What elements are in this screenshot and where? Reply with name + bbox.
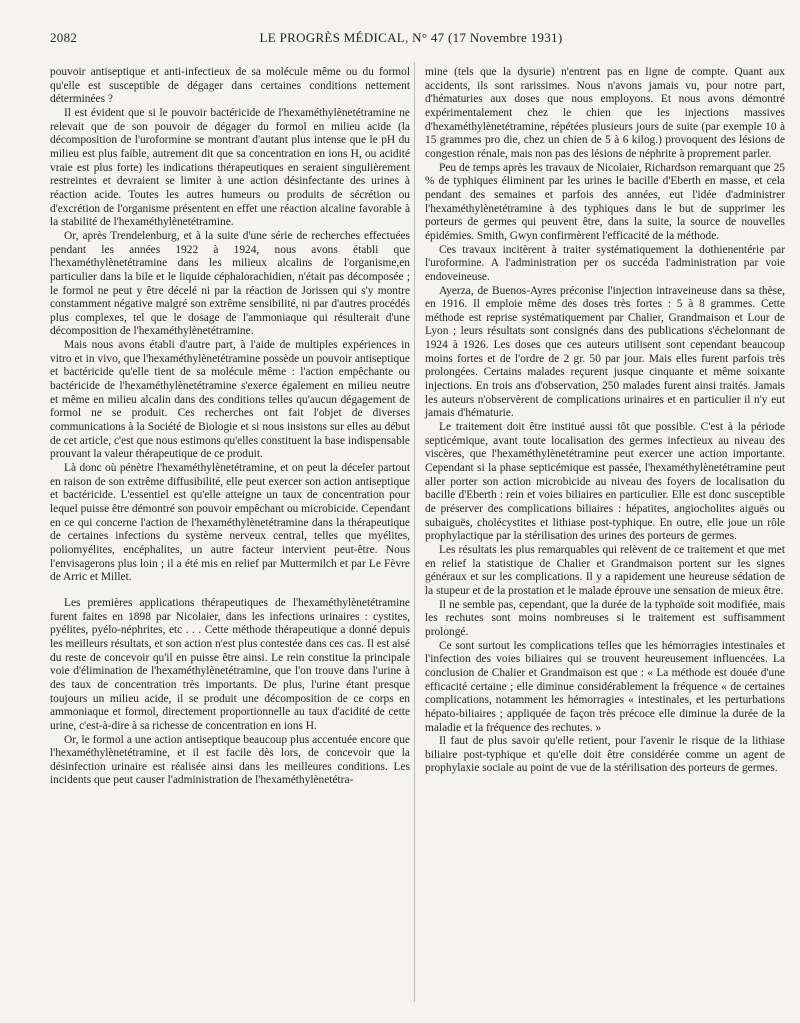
paragraph: Il est évident que si le pouvoir bactéricide de l'hexaméthylènetétramine ne relevait que de son pouvoir de dégager du formol en milieu acide (la décomposition de l'uroformine se montrant d'autant plus intense que le pH du milieu est plus faible, autrement dit que sa concentration en ions H, ou acidité vraie est plus forte) les indications thérapeutiques en seraient singulièrement restreintes et devraient se limiter à une action désinfectante des urines à réaction acide. Toutes les autres humeurs ou produits de sécrétion ou d'excrétion de l'organisme présentent en effet une réaction alcaline favorable à la stabilité de l'hexaméthylènetétramine.	[50, 106, 410, 229]
paragraph: mine (tels que la dysurie) n'entrent pas en ligne de compte. Quant aux accidents, ils sont rarissimes. Nous n'avons jamais vu, pour notre part, d'hématuries aux doses que nous employons. Et nous avons démontré expérimentalement chez le chien que les injections massives d'hexaméthylènetétramine, répétées plusieurs jours de suite (par exemple 10 à 15 grammes pro die, chez un chien de 5 à 6 kilog.) provoquent des lésions de congestion rénale, mais non pas des lésions de néphrite à proprement parler.	[425, 66, 785, 160]
running-title: LE PROGRÈS MÉDICAL, N° 47 (17 Novembre 1931)	[259, 30, 563, 45]
paragraph: Mais nous avons établi d'autre part, à l'aide de multiples expériences in vitro et in vivo, que l'hexaméthylènetétramine possède un pouvoir antiseptique et bactéricide qu'elle tient de sa molécule même : l'action empêchante ou bactéricide de l'hexaméthylènetétramine s'exerce également en milieu neutre et même en milieu alcalin dans des conditions telles qu'aucun dégagement de formol ne se produit. Ces recherches ont fait l'objet de diverses communications à la Société de Biologie et si nous insistons sur elles au début de cet article, c'est que nous estimons qu'elles constituent la base indispensable prouvant la valeur thérapeutique de ce produit.	[50, 339, 410, 461]
running-header	[50, 30, 772, 50]
paragraph: Les résultats les plus remarquables qui relèvent de ce traitement et que met en relief la statistique de Chalier et Grandmaison portent sur les signes généraux et sur les complications. Il y a rapidement une heureuse sédation de la stupeur et de la prostation et le malade éprouve une sensation de mieux être.	[425, 543, 785, 597]
paragraph: Il faut de plus savoir qu'elle retient, pour l'avenir le risque de la lithiase biliaire post-typhique et qu'elle doit être considérée comme un agent de prophylaxie sociale au point de vue de la stérilisation des porteurs de germes.	[425, 735, 785, 775]
paragraph: Ces travaux incitèrent à traiter systématiquement la dothienentérie par l'uroformine. A l'administration per os succéda l'administration par voie endoveineuse.	[425, 243, 785, 283]
paragraph: Le traitement doit être institué aussi tôt que possible. C'est à la période septicémique, avant toute localisation des germes infectieux au niveau des viscères, que l'hexaméthylènetétramine peut exercer une action importante. Cependant si la phase septicémique est passée, l'hexaméthylènetétramine peut aller porter son action microbicide au niveau des foyers de localisation du bacille d'Eberth : rein et voies biliaires en particulier. Elle est donc susceptible de préserver des complications biliaires : hépatites, angiocholites aiguës ou subaiguës, cholécystites et lithiase post-typhique. En outre, elle joue un rôle prophylactique par la stérilisation des urines des porteurs de germes.	[425, 421, 785, 543]
paragraph: Ayerza, de Buenos-Ayres préconise l'injection intraveineuse dans sa thèse, en 1916. Il emploie même des doses très fortes : 5 à 8 grammes. Cette méthode est reprise systématiquement par Chalier, Grandmaison et Lour de Lyon ; leurs résultats sont consignés dans des publications s'échelonnant de 1924 à 1926. Les doses que ces auteurs utilisent sont cependant beaucoup moins fortes et de l'ordre de 2 gr. 50 par jour. Mais elles furent parfois très prolongées. Certains malades reçurent jusque cinquante et même soixante injections. En trois ans d'observation, 250 malades furent ainsi traités. Jamais les auteurs n'observèrent de complications urinaires et en particulier il n'y eut jamais d'hématurie.	[425, 284, 785, 420]
paragraph: Or, après Trendelenburg, et à la suite d'une série de recherches effectuées pendant les années 1922 à 1924, nous avons établi que l'hexaméthylènetétramine dans les milieux alcalins de l'organisme,en particulier dans la bile et le liquide céphalorachidien, n'était pas décomposée ; le formol ne peut y être décelé ni par la réaction de Jorissen qui s'y montre constamment négative malgré son extrême sensibilité, ni par d'autres procédés plus complexes, tel que le dosage de l'ammoniaque qui résulterait d'une décomposition de l'hexaméthylènetétramine.	[50, 229, 410, 338]
right-column	[425, 66, 785, 776]
paragraph: Là donc où pénètre l'hexaméthylènetétramine, et on peut la déceler partout en raison de son extrême diffusibilité, elle peut exercer son action antiseptique et bactéricide. L'essentiel est qu'elle atteigne un taux de concentration pour lequel puisse être démontré son pouvoir empêchant ou microbicide. Cependant en ce qui concerne l'action de l'hexaméthylènetétramine dans la thérapeutique de certaines infections du système nerveux central, telles que myélites, poliomyélites, encéphalites, un autre facteur intervient peut-être. Nous l'envisagerons plus loin ; il a été mis en relief par Muttermilch et par Le Fèvre de Arric et Millet.	[50, 462, 410, 584]
paragraph: Or, le formol a une action antiseptique beaucoup plus accentuée encore que l'hexaméthylènetétramine, et il est facile dès lors, de concevoir que la désinfection urinaire est réalisée ainsi dans les meilleures conditions. Les incidents que peut causer l'administration de l'hexaméthylènetétra-	[50, 733, 410, 787]
paragraph: Peu de temps après les travaux de Nicolaier, Richardson remarquant que 25 % de typhiques éliminent par les urines le bacille d'Eberth en masse, et cela pendant des semaines et parfois des années, eut l'idée d'administrer l'hexaméthylènetétramine à des typhiques dans le but de supprimer les porteurs de germes qui peuvent être, dans la suite, la source de nouvelles épidémies. Smith, Gwyn confirmèrent l'efficacité de la méthode.	[425, 161, 785, 242]
paragraph: Il ne semble pas, cependant, que la durée de la typhoïde soit modifiée, mais les rechutes sont moins nombreuses si le traitement est suffisamment prolongé.	[425, 598, 785, 638]
paragraph: Les premières applications thérapeutiques de l'hexaméthylènetétramine furent faites en 1898 par Nicolaier, dans les infections urinaires : cystites, pyélites, pyélo-néphrites, etc . . . Cette méthode thérapeutique a donné depuis les meilleurs résultats, et son action n'est plus contestée dans ces cas. Il est aisé du reste de concevoir qu'il en puisse être ainsi. Le rein constitue la principale voie d'élimination de l'hexaméthylènetétramine, que l'on trouve dans l'urine à des taux de concentration très importants. De plus, l'urine étant presque toujours un milieu acide, il se produit une décomposition de ce corps en ammoniaque et formol, directement proportionnelle au taux d'acidité de cette urine, c'est-à-dire à sa richesse de concentration en ions H.	[50, 596, 410, 732]
paragraph: Ce sont surtout les complications telles que les hémorragies intestinales et l'infection des voies biliaires qui se trouvent heureusement influencées. La conclusion de Chalier et Grandmaison est que : « La méthode est douée d'une efficacité certaine ; elle diminue considérablement la fréquence « de certaines complications, notamment les hémorragies « intestinales, et les perturbations hépato-biliaires ; appliquée de façon très précoce elle diminue la durée de la maladie et la fréquence des rechutes. »	[425, 639, 785, 734]
page-number: 2082	[50, 30, 78, 45]
left-column	[50, 66, 410, 788]
paragraph: pouvoir antiseptique et anti-infectieux de sa molécule même ou du formol qu'elle est susceptible de dégager dans certaines conditions nettement déterminées ?	[50, 66, 410, 106]
column-divider	[414, 62, 415, 1002]
